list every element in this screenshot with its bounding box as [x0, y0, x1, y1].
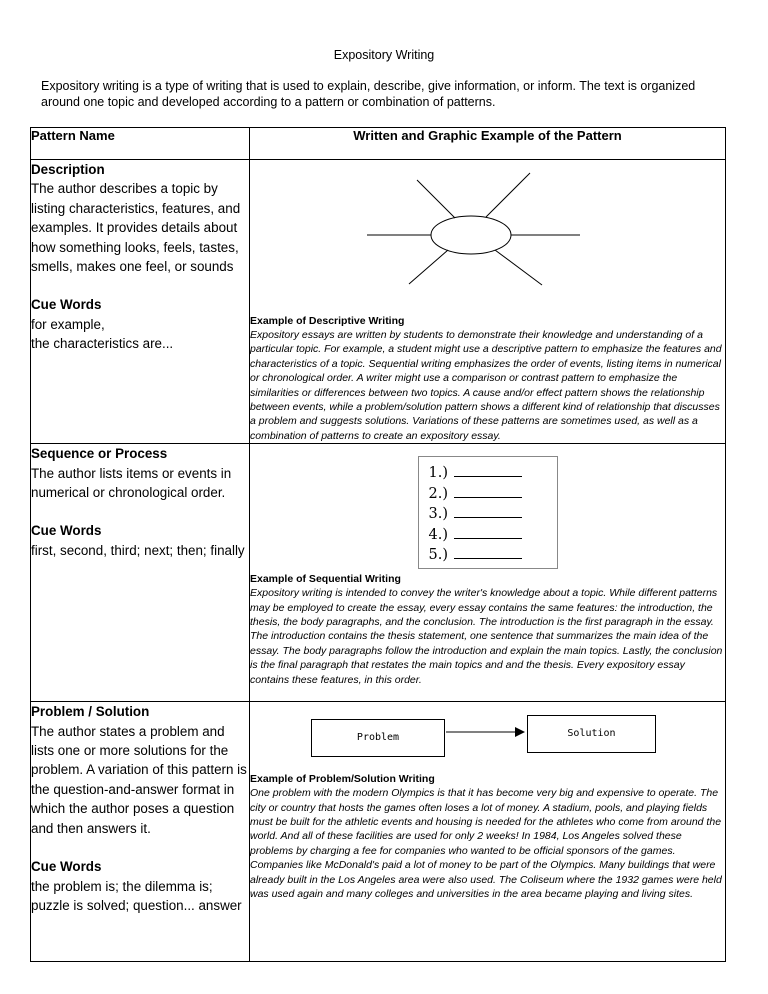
pattern-description: The author lists items or events in numerical or chronological order. [31, 465, 232, 501]
problem-solution-graphic [250, 702, 725, 772]
pattern-cell [31, 160, 250, 444]
descriptive-web-graphic [250, 160, 711, 286]
cue-words: for example, the characteristics are... [31, 316, 174, 352]
pattern-cell [31, 702, 250, 962]
example-title: Example of Sequential Writing [250, 573, 401, 586]
pattern-name: Description [31, 162, 105, 177]
list-item: 3.) [429, 504, 557, 525]
col-header-example: Written and Graphic Example of the Pattern [250, 128, 726, 160]
web-spoke [417, 180, 455, 218]
table-row-description [31, 160, 726, 444]
cue-words: the problem is; the dilemma is; puzzle is solved; question... answer [31, 878, 242, 913]
cue-words-label: Cue Words [31, 523, 102, 539]
numbered-list-graphic [418, 456, 558, 569]
example-title: Example of Descriptive Writing [250, 315, 405, 327]
document-title: Expository Writing [333, 48, 435, 62]
col-header-pattern-name: Pattern Name [31, 128, 250, 160]
web-spoke [486, 173, 530, 217]
example-cell [250, 160, 726, 444]
pattern-description: The author states a problem and lists one or more solutions for the problem. A variation of this pattern is the question-and-answer format in which the author poses a question and then answers it. [31, 723, 247, 836]
intro-paragraph: Expository writing is a type of writing that is used to explain, describe, give information, or inform. The text is organized around one topic and developed according to a pattern or combination of patterns. [41, 79, 696, 109]
cue-words-label: Cue Words [31, 297, 102, 313]
example-text: Expository writing is intended to convey the writer's knowledge about a topic. While different patterns may be employed to create the essay, every essay contains the same features: the introduction, the thesis, the body paragraphs, and the conclusion. The introduction is the first paragraph in the essay. The introduction contains the thesis statement, one sentence that summarizes the main idea of the essay. The body paragraphs follow the introduction and explain the main topics. Lastly, the conclusion is the final paragraph that restates the main topics and and the thesis. Every expository essay contains these features, in this order. [250, 587, 723, 686]
example-cell [250, 444, 726, 702]
web-center-oval [431, 216, 511, 254]
cue-words-label: Cue Words [31, 859, 102, 875]
example-text: Expository essays are written by students to demonstrate their knowledge and understanding of a particular topic. For example, a student might use a descriptive pattern to emphasize the features and characteristics of a topic. Sequential writing emphasizes the order of events, listing items in numerical or chronological order. A writer might use a comparison or contrast pattern to emphasize the similarities or differences between two topics. A cause and/or effect pattern shows the relationship between events, while a problem/solution pattern shows a different kind of relationship that discusses a problem and suggests solutions. Variations of these patterns are sometimes used, as well as a combination of patterns to create an expository essay. [250, 329, 722, 442]
pattern-cell [31, 444, 250, 702]
problem-box: Problem [311, 719, 445, 757]
pattern-name: Sequence or Process [31, 446, 168, 462]
solution-box: Solution [527, 715, 656, 753]
example-text: One problem with the modern Olympics is that it has become very big and expensive to operate. The city or country that hosts the games often loses a lot of money. A stadium, pools, and playing fields must be built for the athletic events and housing is needed for the athletes who come from around the world. And all of these facilities are used for only 2 weeks! In 1984, Los Angeles solved these problems by charging a fee for companies who wanted to be official sponsors of the games. Companies like McDonald's paid a lot of money to be part of the Olympics. Many buildings that were already built in the Los Angeles area were also used. The Coliseum where the 1932 games were held was used again and many colleges and universities in the area became playing and living sites. [250, 787, 722, 901]
list-item: 1.) [429, 463, 557, 484]
table-row-sequence [31, 444, 726, 702]
cue-words: first, second, third; next; then; finally [31, 542, 245, 558]
example-title: Example of Problem/Solution Writing [250, 773, 435, 786]
patterns-table [30, 127, 726, 962]
web-spoke [495, 250, 542, 285]
pattern-name: Problem / Solution [31, 704, 150, 720]
example-cell [250, 702, 726, 962]
table-header-row [31, 128, 726, 160]
table-row-problem-solution [31, 702, 726, 962]
web-spoke [409, 250, 448, 284]
pattern-description: The author describes a topic by listing characteristics, features, and examples. It provides details about how something looks, feels, tastes, smells, makes one feel, or sounds [31, 181, 241, 275]
list-item: 5.) [429, 545, 557, 566]
list-item: 2.) [429, 484, 557, 505]
list-item: 4.) [429, 525, 557, 546]
arrow-right-icon [446, 726, 526, 738]
